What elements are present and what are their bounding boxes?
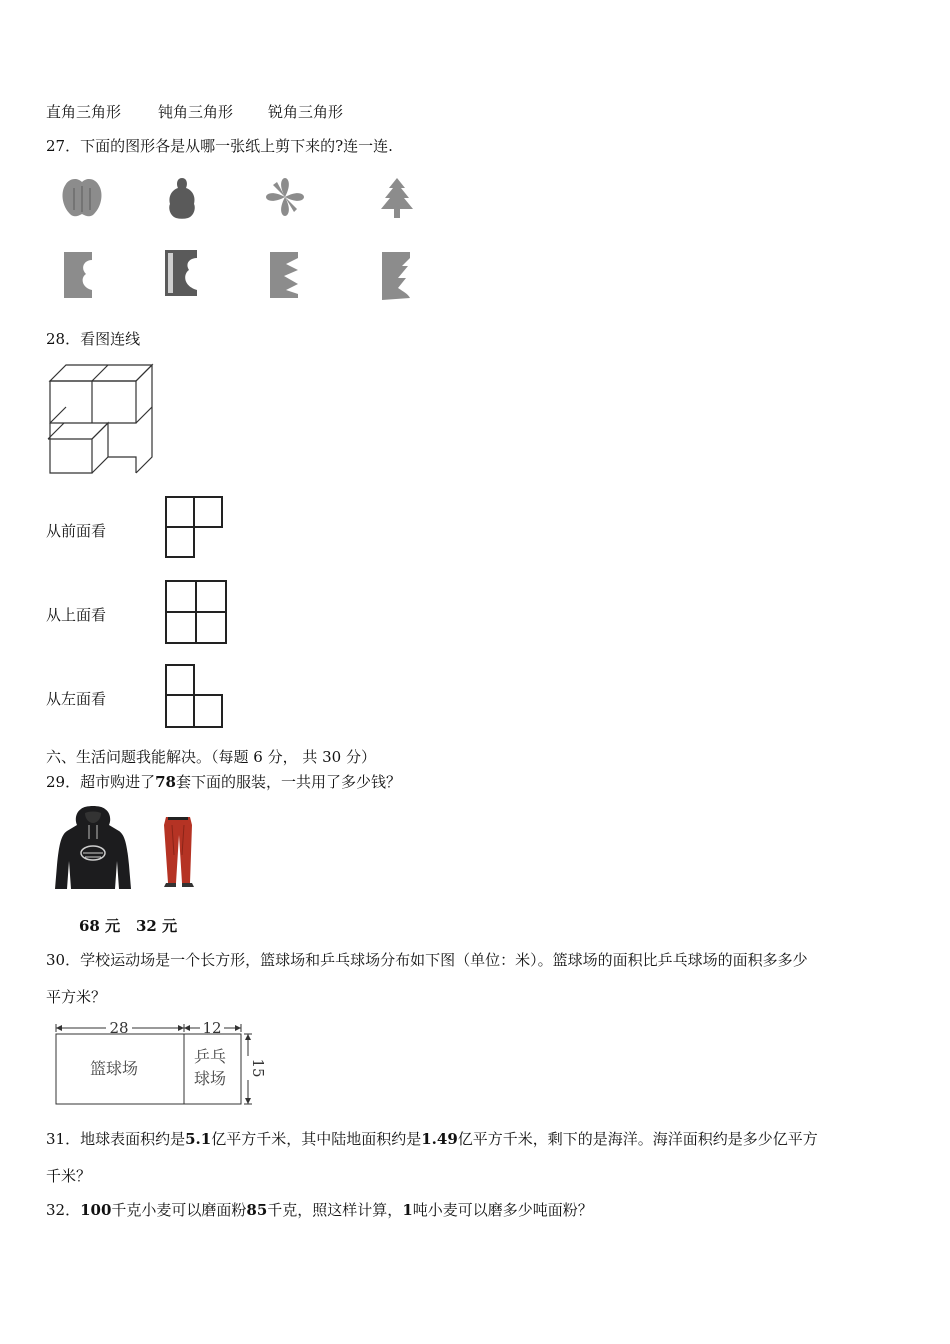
question-28-text: 看图连线 [80,330,141,348]
folded-paper-tree-icon[interactable] [380,250,414,302]
question-31-t2: 亿平方千米，其中陆地面积约是 [211,1130,422,1148]
hoodie-price: 68 元 [79,917,121,935]
question-27-number: 27． [46,137,81,155]
question-32-v2: 85 [246,1201,268,1219]
question-27 [46,136,393,156]
question-30-number: 30． [46,951,81,969]
basketball-width-label: 28 [109,1019,129,1037]
question-31-t3: 亿平方千米，剩下的是海洋。海洋面积约是多少亿平方 [457,1130,818,1148]
question-29-number: 29． [46,773,81,791]
question-31-v1: 5.1 [185,1130,212,1148]
view-label-front: 从前面看 [46,522,107,540]
pingpong-court-label-2: 球场 [193,1069,227,1088]
pingpong-width-label: 12 [202,1019,222,1037]
triangle-type-right: 直角三角形 [46,103,122,121]
front-view-grid[interactable] [164,495,226,559]
hoodie-image [55,805,131,891]
triangle-type-obtuse: 钝角三角形 [158,103,234,121]
question-31-line-1 [46,1129,818,1149]
cube-stack-figure [46,363,156,477]
question-30-line-2: 平方米？ [46,988,107,1006]
folded-paper-flower-icon[interactable] [268,250,300,300]
question-32-v3: 1 [402,1201,413,1219]
question-31-v2: 1.49 [421,1130,458,1148]
question-28 [46,329,140,349]
question-32-t2: 千克，照这样计算， [267,1201,403,1219]
sports-field-diagram [52,1018,267,1110]
question-31-t1: 地球表面积约是 [80,1130,186,1148]
question-31-line-2: 千米？ [46,1167,92,1185]
question-30-line-1 [46,950,808,970]
gourd-shape-icon[interactable] [164,176,200,220]
question-29-text-before: 超市购进了 [80,773,156,791]
question-27-text: 下面的图形各是从哪一张纸上剪下来的?连一连. [80,137,393,155]
question-29 [46,772,401,792]
pingpong-court-label-1: 乒乓 [193,1047,227,1066]
folded-paper-gourd-icon[interactable] [163,248,199,298]
apple-shape-icon[interactable] [60,176,104,218]
question-29-quantity: 78 [155,773,176,791]
view-label-left: 从左面看 [46,690,107,708]
triangle-type-acute: 锐角三角形 [268,103,344,121]
left-view-grid[interactable] [164,663,226,729]
field-height-label: 15 [249,1058,267,1078]
question-28-number: 28． [46,330,81,348]
question-29-text-after: 套下面的服装，一共用了多少钱？ [175,773,401,791]
question-32 [46,1200,593,1220]
question-32-number: 32． [46,1201,81,1219]
question-32-t1: 千克小麦可以磨面粉 [111,1201,247,1219]
section-6-title: 六、生活问题我能解决。（每题 6 分， 共 30 分） [46,748,376,766]
question-30-text: 学校运动场是一个长方形，篮球场和乒乓球场分布如下图（单位：米）。篮球场的面积比乒乓球场的面积多多少 [80,951,808,969]
top-view-grid[interactable] [164,579,228,645]
flower-shape-icon[interactable] [264,176,306,218]
view-label-top: 从上面看 [46,606,107,624]
question-31-number: 31． [46,1130,81,1148]
question-32-t3: 吨小麦可以磨多少吨面粉？ [412,1201,593,1219]
pants-image [160,815,196,889]
question-32-v1: 100 [80,1201,112,1219]
basketball-court-label: 篮球场 [89,1059,139,1078]
pants-price: 32 元 [136,917,178,935]
folded-paper-apple-icon[interactable] [62,250,96,300]
tree-shape-icon[interactable] [377,176,417,220]
